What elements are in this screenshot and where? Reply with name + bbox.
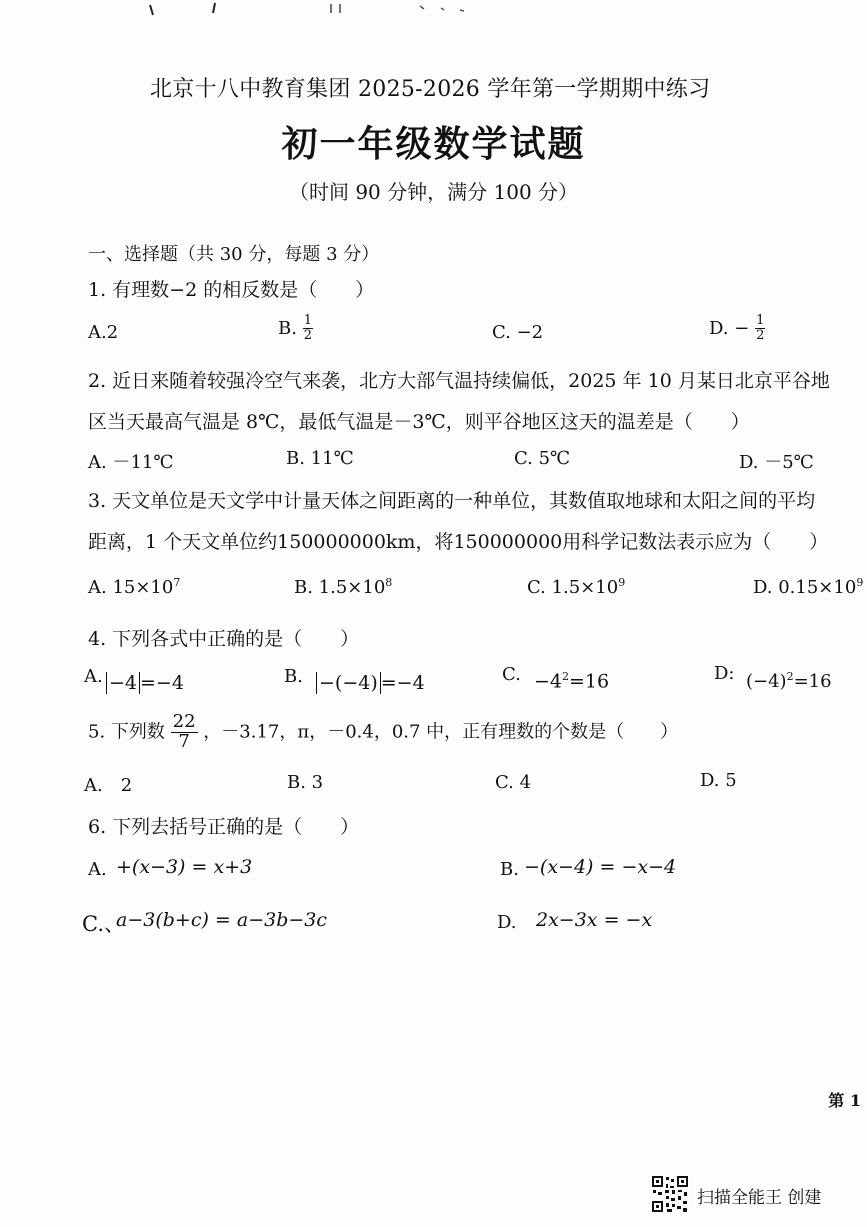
question-6-stem: 6. 下列去括号正确的是（ ） (88, 816, 360, 838)
q4-option-a-label: A. (84, 666, 103, 687)
q6-option-a-label: A. (88, 859, 107, 880)
section-heading: 一、选择题（共 30 分，每题 3 分） (88, 244, 380, 265)
exam-title: 初一年级数学试题 (281, 123, 586, 165)
question-5-stem: 5. 下列数 $\frac{22}{7}$ ，－3.17，π，－0.4，0.7 中，正有理数的个数是（ ） (88, 711, 679, 752)
q6-option-d-label: D. (497, 912, 517, 933)
q6-option-c-expr: a−3(b+c) = a−3b−3c (116, 909, 328, 931)
q2-option-d: D. －5℃ (739, 452, 814, 473)
question-3-stem-line2: 距离，1 个天文单位约150000000km，将150000000用科学记数法表示应为（ ） (88, 531, 829, 553)
question-1-stem: 1. 有理数−2 的相反数是（ ） (88, 279, 375, 301)
q1-option-b: B. $\frac{1}{2}$ (278, 313, 312, 344)
q4-option-b-label: B. (284, 666, 303, 687)
q5-option-b: B. 3 (287, 772, 324, 793)
q6-option-d-expr: 2x−3x = −x (536, 909, 653, 931)
q1-option-d: D. − $\frac{1}{2}$ (709, 313, 765, 344)
q4-option-c-expr: $-4^2=16$ (534, 670, 610, 693)
q3-option-d: D. $0.15\times 10^9$ (753, 576, 864, 598)
scan-edge-marks (0, 0, 867, 20)
question-2-stem-line2: 区当天最高气温是 8℃，最低气温是－3℃，则平谷地区这天的温差是（ ） (88, 411, 750, 433)
q2-option-a: A. －11℃ (88, 452, 174, 473)
q5-option-a: A. 2 (84, 775, 133, 796)
q1-option-c: C. −2 (492, 322, 544, 343)
question-3-stem-line1: 3. 天文单位是天文学中计量天体之间距离的一种单位，其数值取地球和太阳之间的平均 (88, 490, 816, 512)
fraction-one-half: $\frac{1}{2}$ (303, 313, 312, 344)
page-number: 第 1 (828, 1091, 861, 1110)
q3-option-a: A. $15\times 10^7$ (88, 576, 181, 598)
q4-option-a-expr: −4 =−4 (106, 672, 184, 694)
qr-code-icon (651, 1175, 689, 1213)
q5-option-c: C. 4 (495, 772, 532, 793)
question-2-stem-line1: 2. 近日来随着较强冷空气来袭，北方大部气温持续偏低，2025 年 10 月某日北京平谷地 (88, 370, 830, 392)
exam-time-note: （时间 90 分钟，满分 100 分） (288, 180, 579, 204)
q2-option-c: C. 5℃ (514, 448, 571, 469)
scanner-brand-text: 扫描全能王 创建 (697, 1188, 822, 1208)
q4-option-c-label: C. (502, 664, 521, 685)
exam-subtitle: 北京十八中教育集团 2025-2026 学年第一学期期中练习 (150, 77, 711, 102)
q4-option-d-label: D: (714, 663, 735, 684)
q6-option-a-expr: +(x−3) = x+3 (116, 856, 253, 878)
q3-option-b: B. $1.5\times 10^8$ (294, 576, 393, 598)
q6-option-c-label: C.、 (82, 912, 125, 936)
fraction-22-over-7: $\frac{22}{7}$ (172, 711, 196, 752)
q5-option-d: D. 5 (700, 770, 737, 791)
q4-option-b-expr: −(−4) =−4 (316, 672, 425, 694)
q4-option-d-expr: $(-4)^2=16$ (746, 670, 832, 692)
q3-option-c: C. $1.5\times 10^9$ (527, 576, 626, 598)
q1-option-a: A.2 (88, 322, 119, 343)
q6-option-b-expr: −(x−4) = −x−4 (524, 856, 677, 878)
q2-option-b: B. 11℃ (286, 448, 354, 469)
fraction-one-half: $\frac{1}{2}$ (756, 313, 765, 344)
q6-option-b-label: B. (500, 859, 519, 880)
question-4-stem: 4. 下列各式中正确的是（ ） (88, 628, 360, 650)
